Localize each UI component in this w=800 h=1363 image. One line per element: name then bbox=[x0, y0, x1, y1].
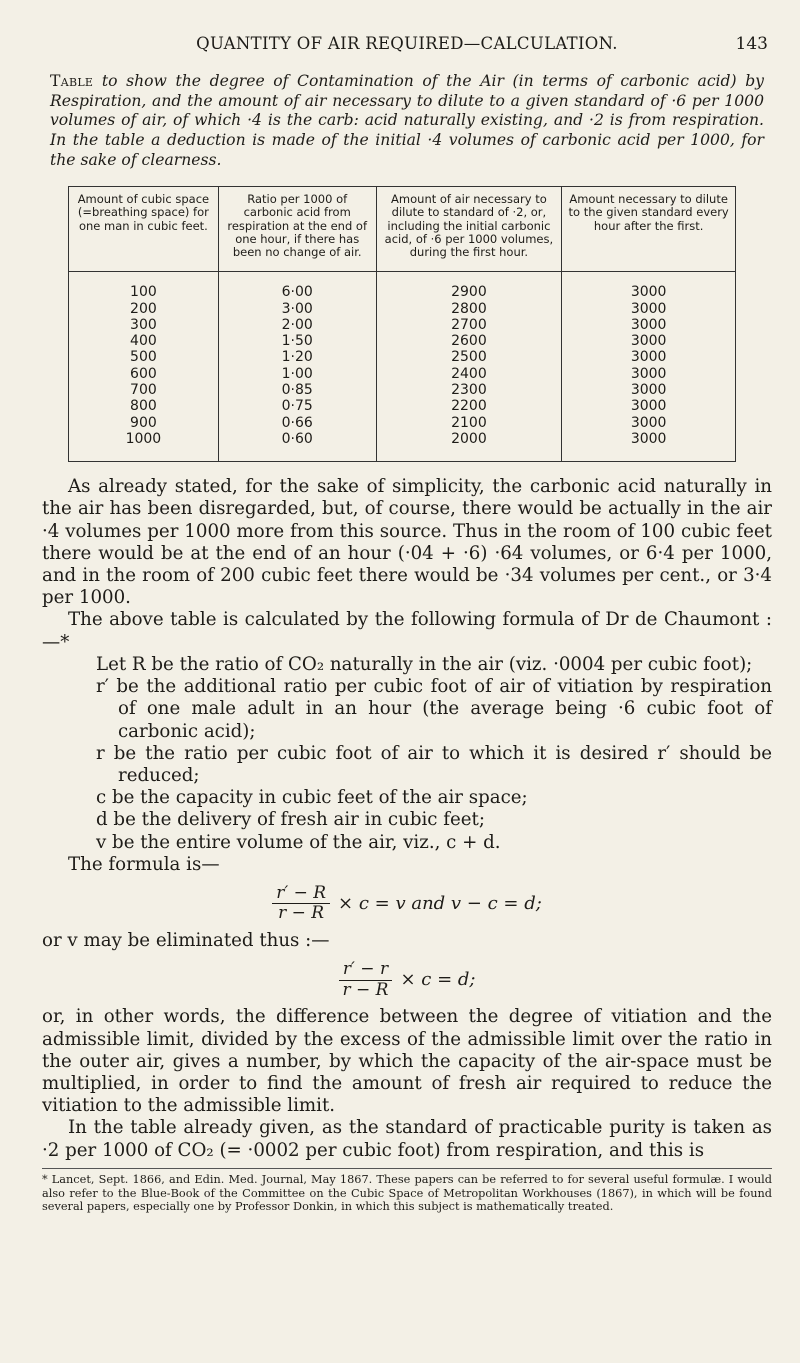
column-header: Amount of cubic space (=breathing space) for one man in cubic feet. bbox=[69, 187, 219, 272]
column-header: Amount necessary to dilute to the given standard every hour after the first. bbox=[562, 187, 736, 272]
table-cell: 1·20 bbox=[218, 349, 376, 365]
paragraph: The above table is calculated by the following formula of Dr de Chaumont :—* bbox=[42, 609, 772, 653]
table-cell: 2500 bbox=[376, 349, 562, 365]
table-cell: 2700 bbox=[376, 317, 562, 333]
table-row bbox=[69, 398, 736, 414]
table-cell: 2000 bbox=[376, 431, 562, 462]
table-cell: 700 bbox=[69, 382, 219, 398]
running-head bbox=[42, 34, 772, 60]
table-cell: 3000 bbox=[562, 398, 736, 414]
table-row bbox=[69, 333, 736, 349]
caption-text: to show the degree of Contamination of the Air (in terms of carbonic acid) by Respiration, and the amount of air necessary to dilute to a given standard of ·6 per 1000 volumes of air, of which ·4 is the carb: acid naturally existing, and ·2 is from respiration. In the table a deduction is made of the initial ·4 volumes of carbonic acid per 1000, for the sake of clearness. bbox=[50, 72, 764, 169]
footnote: * Lancet, Sept. 1866, and Edin. Med. Journal, May 1867. These papers can be referred to for several useful formulæ. I would also refer to the Blue-Book of the Committee on the Cubic Space of Metropolitan Workhouses (1867), in which will be found several papers, especially one by Professor Donkin, in which this subject is mathematically treated. bbox=[42, 1168, 772, 1214]
table-row bbox=[69, 301, 736, 317]
table-cell: 100 bbox=[69, 272, 219, 301]
formula-two-fraction bbox=[339, 960, 393, 1000]
table-cell: 1·50 bbox=[218, 333, 376, 349]
table-row bbox=[69, 415, 736, 431]
table-row bbox=[69, 366, 736, 382]
table-cell: 2800 bbox=[376, 301, 562, 317]
table-row bbox=[69, 272, 736, 301]
table-cell: 2900 bbox=[376, 272, 562, 301]
book-page bbox=[42, 34, 772, 1214]
table-cell: 1·00 bbox=[218, 366, 376, 382]
table-cell: 0·75 bbox=[218, 398, 376, 414]
table-cell: 1000 bbox=[69, 431, 219, 462]
table-cell: 3000 bbox=[562, 415, 736, 431]
table-header-row bbox=[69, 187, 736, 272]
table-caption bbox=[42, 72, 772, 170]
formula-intro: The formula is— bbox=[68, 853, 220, 875]
table-cell: 3·00 bbox=[218, 301, 376, 317]
table-cell: 600 bbox=[69, 366, 219, 382]
table-body bbox=[69, 272, 736, 462]
table-cell: 3000 bbox=[562, 382, 736, 398]
table-row bbox=[69, 349, 736, 365]
table-cell: 2·00 bbox=[218, 317, 376, 333]
definition-c: c be the capacity in cubic feet of the air space; bbox=[96, 787, 528, 809]
fraction-numerator: r′ − R bbox=[272, 884, 330, 905]
table-cell: 2200 bbox=[376, 398, 562, 414]
table-cell: 900 bbox=[69, 415, 219, 431]
body-text bbox=[42, 476, 772, 1161]
table-row bbox=[69, 382, 736, 398]
table-cell: 0·60 bbox=[218, 431, 376, 462]
table-cell: 3000 bbox=[562, 272, 736, 301]
table-cell: 2600 bbox=[376, 333, 562, 349]
table-cell: 800 bbox=[69, 398, 219, 414]
table-cell: 0·66 bbox=[218, 415, 376, 431]
table-cell: 500 bbox=[69, 349, 219, 365]
paragraph: or, in other words, the difference between the degree of vitiation and the admissible limit, divided by the excess of the admissible limit over the ratio in the outer air, gives a number, by which the capacity of the air-space must be multiplied, in order to find the amount of fresh air required to reduce the vitiation to the admissible limit. bbox=[42, 1006, 772, 1117]
table-cell: 2400 bbox=[376, 366, 562, 382]
formula-two bbox=[42, 960, 772, 1000]
formula-one bbox=[42, 884, 772, 924]
formula-one-fraction bbox=[272, 884, 330, 924]
table-row bbox=[69, 317, 736, 333]
fraction-denominator: r − R bbox=[278, 903, 325, 924]
fraction-denominator: r − R bbox=[342, 979, 389, 1000]
table-cell: 6·00 bbox=[218, 272, 376, 301]
formula-two-rest: × c = d; bbox=[400, 969, 476, 991]
table-cell: 2300 bbox=[376, 382, 562, 398]
definitions-list bbox=[42, 654, 772, 854]
table-cell: 400 bbox=[69, 333, 219, 349]
contamination-table bbox=[68, 186, 736, 462]
paragraph: In the table already given, as the standard of practicable purity is taken as ·2 per 1000 of CO₂ (= ·0002 per cubic foot) from respiration, and this is bbox=[42, 1117, 772, 1161]
definition-v: v be the entire volume of the air, viz., c + d. bbox=[96, 831, 501, 853]
page-number: 143 bbox=[735, 34, 768, 54]
column-header: Ratio per 1000 of carbonic acid from respiration at the end of one hour, if there has been no change of air. bbox=[218, 187, 376, 272]
paragraph: As already stated, for the sake of simplicity, the carbonic acid naturally in the air has been disregarded, but, of course, there would be actually in the air ·4 volumes per 1000 more from this source. Thus in the room of 100 cubic feet there would be at the end of an hour (·04 + ·6) ·64 volumes, or 6·4 per 1000, and in the room of 200 cubic feet there would be ·34 volumes per cent., or 3·4 per 1000. bbox=[42, 476, 772, 609]
table-row bbox=[69, 431, 736, 462]
table-cell: 3000 bbox=[562, 431, 736, 462]
table-cell: 3000 bbox=[562, 301, 736, 317]
column-header: Amount of air necessary to dilute to standard of ·2, or, including the initial carbonic acid, of ·6 per 1000 volumes, during the first hour. bbox=[376, 187, 562, 272]
table-cell: 3000 bbox=[562, 333, 736, 349]
fraction-numerator: r′ − r bbox=[339, 960, 392, 981]
definition-R: Let R be the ratio of CO₂ naturally in the air (viz. ·0004 per cubic foot); bbox=[96, 653, 753, 675]
table-cell: 3000 bbox=[562, 317, 736, 333]
table-cell: 3000 bbox=[562, 366, 736, 382]
formula-one-rest: × c = v and v − c = d; bbox=[338, 892, 542, 914]
definition-r-prime: r′ be the additional ratio per cubic foot of air of vitiation by respiration of one male adult in an hour (the average being ·6 cubic foot of carbonic acid); bbox=[96, 676, 772, 742]
definition-d: d be the delivery of fresh air in cubic feet; bbox=[96, 809, 485, 831]
table-cell: 200 bbox=[69, 301, 219, 317]
table-cell: 3000 bbox=[562, 349, 736, 365]
running-title: QUANTITY OF AIR REQUIRED—CALCULATION. bbox=[196, 34, 618, 53]
elimination-line: or v may be eliminated thus :— bbox=[42, 930, 330, 952]
caption-label: Table bbox=[50, 72, 94, 90]
table-cell: 0·85 bbox=[218, 382, 376, 398]
table-cell: 2100 bbox=[376, 415, 562, 431]
table-cell: 300 bbox=[69, 317, 219, 333]
definition-r: r be the ratio per cubic foot of air to which it is desired r′ should be reduced; bbox=[96, 742, 772, 786]
